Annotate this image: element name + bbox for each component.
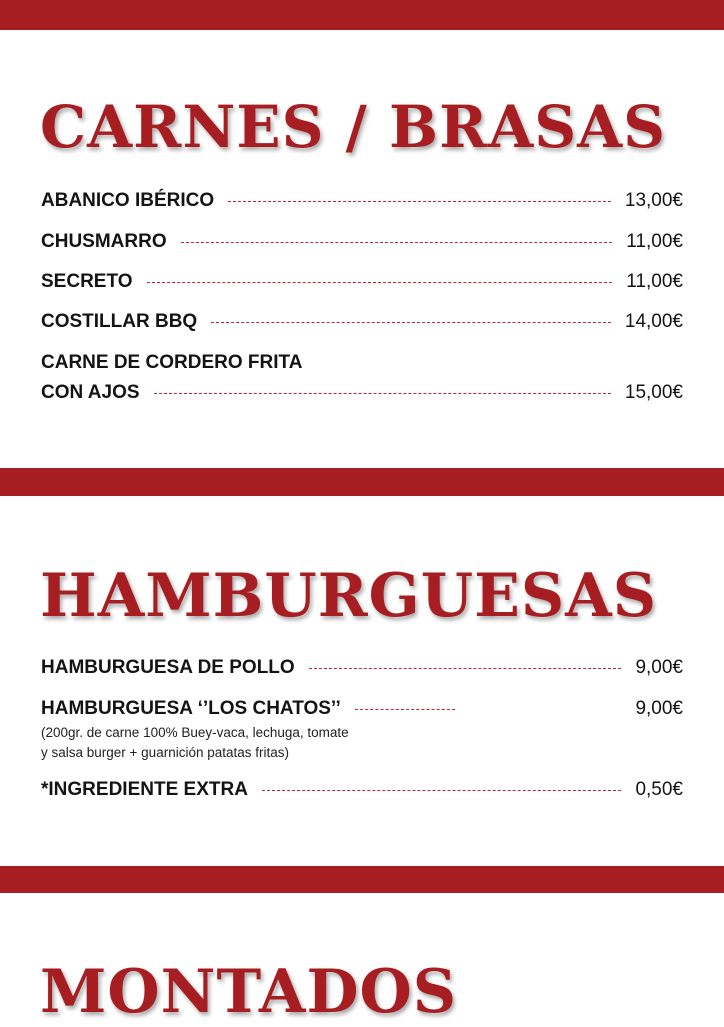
- dotted-leader: [211, 322, 611, 323]
- item-description-line: (200gr. de carne 100% Buey-vaca, lechuga, tomate: [41, 725, 349, 740]
- section-title-montados: MONTADOS: [40, 957, 458, 1027]
- dotted-leader: [309, 668, 622, 669]
- item-name: HAMBURGUESA DE POLLO: [41, 657, 295, 678]
- section-title-hamburguesas: HAMBURGUESAS: [40, 561, 658, 631]
- section-title-carnes: CARNES / BRASAS: [40, 93, 667, 161]
- item-description: [41, 723, 349, 763]
- item-price: 0,50€: [635, 779, 683, 800]
- menu-item-abanico: [41, 190, 683, 212]
- menu-item-cordero: [41, 382, 683, 404]
- item-price: 11,00€: [626, 231, 683, 252]
- divider-band: [0, 468, 724, 496]
- item-price: 13,00€: [624, 190, 683, 211]
- dotted-leader: [262, 790, 622, 791]
- dotted-leader: [154, 393, 611, 394]
- menu-item-ingrediente-extra: [41, 779, 683, 801]
- item-name-line1: CARNE DE CORDERO FRITA: [41, 352, 303, 373]
- item-description-line: y salsa burger + guarnición patatas fritas): [41, 745, 290, 760]
- item-name: CHUSMARRO: [41, 231, 167, 252]
- item-name: ABANICO IBÉRICO: [41, 190, 215, 211]
- item-price: 15,00€: [624, 382, 683, 403]
- item-name: *INGREDIENTE EXTRA: [41, 779, 248, 800]
- menu-item-secreto: [41, 271, 683, 293]
- menu-item-hamburguesa-pollo: [41, 657, 683, 679]
- item-name: HAMBURGUESA ‘’LOS CHATOS’’: [41, 698, 341, 719]
- dotted-leader: [181, 242, 613, 243]
- item-name: COSTILLAR BBQ: [41, 311, 198, 332]
- top-band: [0, 0, 724, 30]
- item-price: 11,00€: [626, 271, 683, 292]
- menu-item-hamburguesa-chatos: [41, 698, 683, 720]
- item-name: SECRETO: [41, 271, 133, 292]
- dotted-leader: [355, 709, 455, 710]
- item-price: 14,00€: [624, 311, 683, 332]
- item-name: CON AJOS: [41, 382, 140, 403]
- divider-band: [0, 866, 724, 893]
- item-price: 9,00€: [635, 657, 683, 678]
- dotted-leader: [228, 201, 611, 202]
- dotted-leader: [147, 282, 613, 283]
- menu-item-chusmarro: [41, 231, 683, 253]
- item-price: 9,00€: [635, 698, 683, 719]
- menu-item-costillar: [41, 311, 683, 333]
